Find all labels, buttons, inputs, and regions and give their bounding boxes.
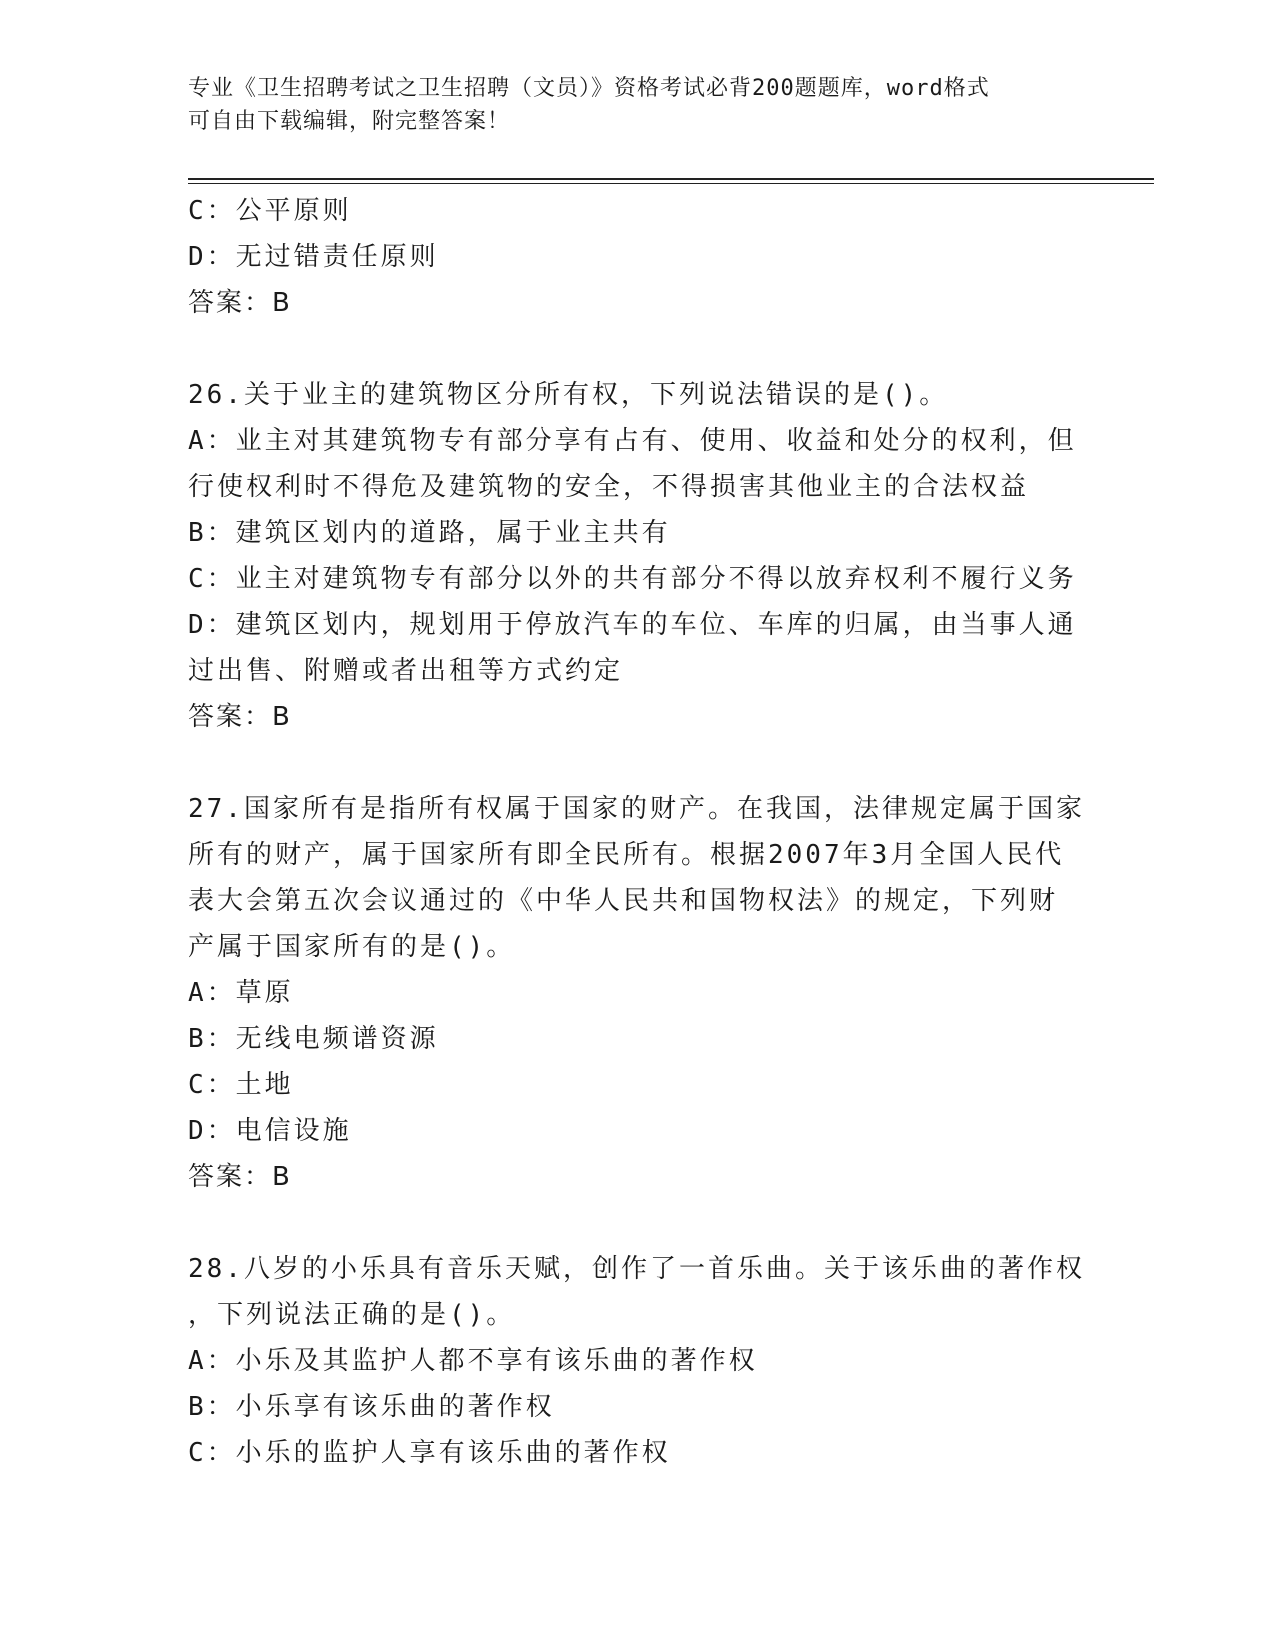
option-c: C：小乐的监护人享有该乐曲的著作权 xyxy=(188,1438,671,1468)
question-text-continued: 所有的财产，属于国家所有即全民所有。根据2007年3月全国人民代 xyxy=(188,840,1065,870)
document-header xyxy=(188,72,1068,138)
previous-question-tail xyxy=(188,188,1088,326)
header-rule-thick xyxy=(188,178,1154,180)
option-b: B：建筑区划内的道路，属于业主共有 xyxy=(188,518,671,548)
answer: 答案：B xyxy=(188,1162,292,1192)
question-text-continued: 表大会第五次会议通过的《中华人民共和国物权法》的规定，下列财 xyxy=(188,886,1059,916)
option-b: B：无线电频谱资源 xyxy=(188,1024,439,1054)
option-c: C：公平原则 xyxy=(188,196,352,226)
option-d: D：电信设施 xyxy=(188,1116,352,1146)
question-text: 28.八岁的小乐具有音乐天赋，创作了一首乐曲。关于该乐曲的著作权 xyxy=(188,1254,1085,1284)
question-26 xyxy=(188,372,1088,740)
option-a-continued: 行使权利时不得危及建筑物的安全，不得损害其他业主的合法权益 xyxy=(188,472,1030,502)
header-rule-thin xyxy=(188,183,1154,184)
option-d: D：无过错责任原则 xyxy=(188,242,439,272)
question-27 xyxy=(188,786,1088,1200)
answer: 答案：B xyxy=(188,702,292,732)
header-line-1: 专业《卫生招聘考试之卫生招聘（文员）》资格考试必背200题题库，word格式 xyxy=(188,76,990,101)
option-c: C：土地 xyxy=(188,1070,294,1100)
option-c: C：业主对建筑物专有部分以外的共有部分不得以放弃权利不履行义务 xyxy=(188,564,1077,594)
option-b: B：小乐享有该乐曲的著作权 xyxy=(188,1392,555,1422)
question-text: 26.关于业主的建筑物区分所有权，下列说法错误的是()。 xyxy=(188,380,949,410)
question-text: 27.国家所有是指所有权属于国家的财产。在我国，法律规定属于国家 xyxy=(188,794,1085,824)
option-d-continued: 过出售、附赠或者出租等方式约定 xyxy=(188,656,624,686)
header-line-2: 可自由下载编辑，附完整答案！ xyxy=(188,109,511,134)
option-a: A：业主对其建筑物专有部分享有占有、使用、收益和处分的权利，但 xyxy=(188,426,1077,456)
option-d: D：建筑区划内，规划用于停放汽车的车位、车库的归属，由当事人通 xyxy=(188,610,1077,640)
answer: 答案：B xyxy=(188,288,292,318)
question-text-continued: ，下列说法正确的是()。 xyxy=(188,1300,516,1330)
question-28 xyxy=(188,1246,1088,1476)
option-a: A：草原 xyxy=(188,978,294,1008)
option-a: A：小乐及其监护人都不享有该乐曲的著作权 xyxy=(188,1346,758,1376)
question-text-continued: 产属于国家所有的是()。 xyxy=(188,932,516,962)
document-body xyxy=(188,188,1088,1476)
